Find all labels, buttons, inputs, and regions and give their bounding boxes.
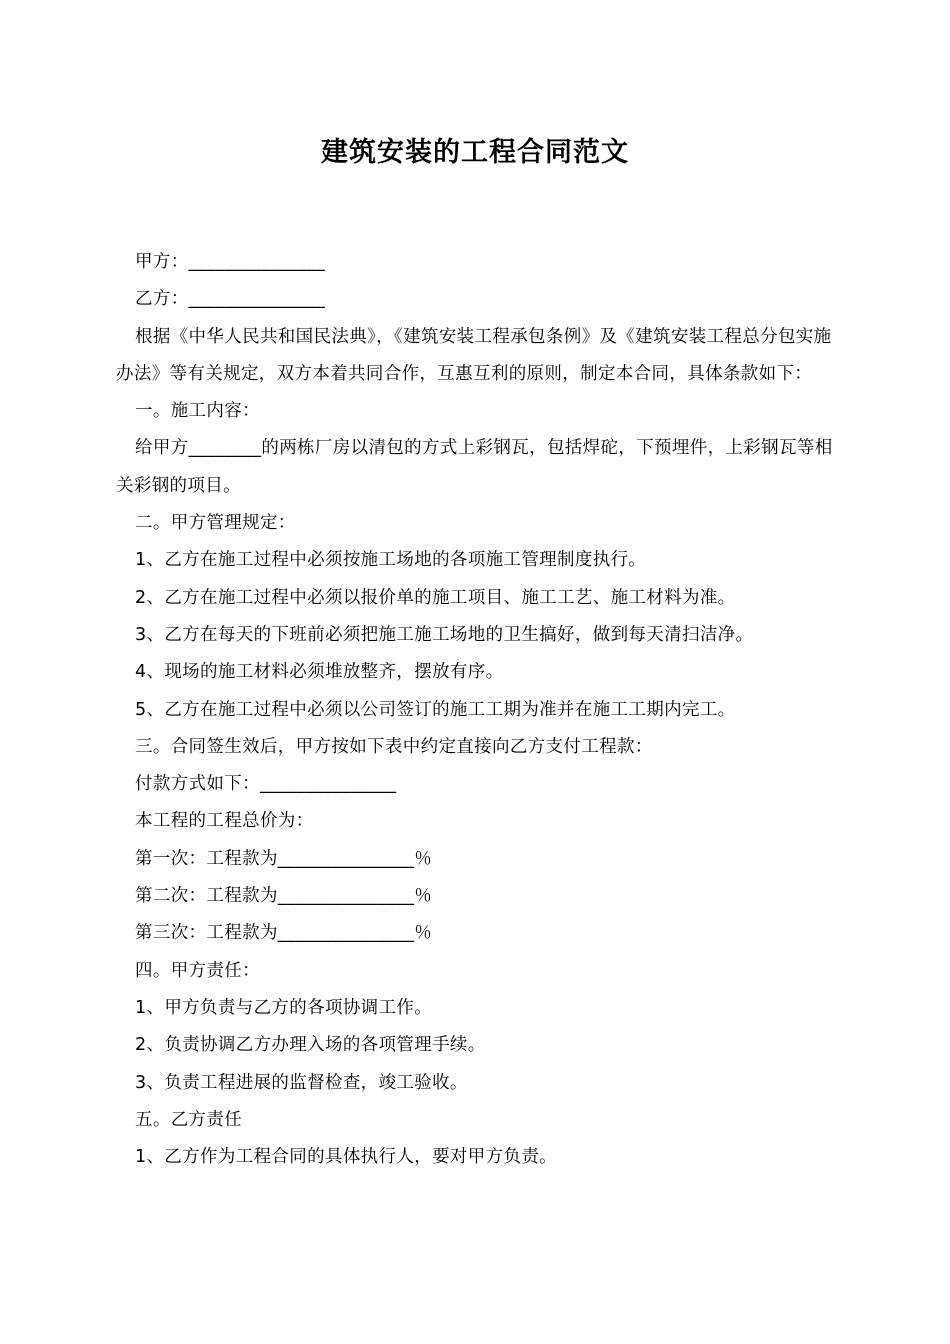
clause-item: 2、乙方在施工过程中必须以报价单的施工项目、施工工艺、施工材料为准。: [135, 587, 736, 608]
party-b-line: 乙方：_______________: [135, 289, 326, 310]
clause-item: 3、乙方在每天的下班前必须把施工施工场地的卫生搞好，做到每天清扫洁净。: [135, 624, 754, 645]
clause-item: 3、负责工程进展的监督检查，竣工验收。: [135, 1072, 468, 1093]
section-heading-1: 一。施工内容：: [135, 401, 260, 422]
document-title: 建筑安装的工程合同范文: [321, 137, 629, 168]
clause-item: 1、乙方在施工过程中必须按施工场地的各项施工管理制度执行。: [135, 550, 647, 571]
section-heading-3: 三。合同签生效后，甲方按如下表中约定直接向乙方支付工程款：: [135, 736, 653, 757]
total-price-line: 本工程的工程总价为：: [135, 811, 314, 832]
clause-item: 1、甲方负责与乙方的各项协调工作。: [135, 997, 433, 1018]
installment-line: 第二次：工程款为_______________％: [135, 886, 433, 907]
installment-line: 第一次：工程款为_______________％: [135, 848, 433, 869]
installment-line: 第三次：工程款为_______________％: [135, 923, 433, 944]
section-heading-2: 二。甲方管理规定：: [135, 513, 296, 534]
payment-method-line: 付款方式如下：_______________: [135, 774, 397, 795]
work-content-paragraph: 给甲方________的两栋厂房以清包的方式上彩钢瓦，包括焊砣，下预埋件，上彩钢瓦等相关彩钢的项目。: [116, 438, 833, 496]
clause-item: 1、乙方作为工程合同的具体执行人，要对甲方负责。: [135, 1147, 558, 1168]
section-heading-4: 四。甲方责任：: [135, 960, 260, 981]
section-heading-5: 五。乙方责任: [135, 1109, 243, 1130]
clause-item: 4、现场的施工材料必须堆放整齐，摆放有序。: [135, 662, 504, 683]
document-body: [116, 244, 836, 1176]
preamble-paragraph: 根据《中华人民共和国民法典》，《建筑安装工程承包条例》及《建筑安装工程总分包实施办法》等有关规定，双方本着共同合作，互惠互利的原则，制定本合同，具体条款如下：: [116, 326, 832, 384]
party-a-line: 甲方：_______________: [135, 252, 326, 272]
clause-item: 5、乙方在施工过程中必须以公司签订的施工工期为准并在施工工期内完工。: [135, 699, 736, 720]
clause-item: 2、负责协调乙方办理入场的各项管理手续。: [135, 1035, 486, 1056]
